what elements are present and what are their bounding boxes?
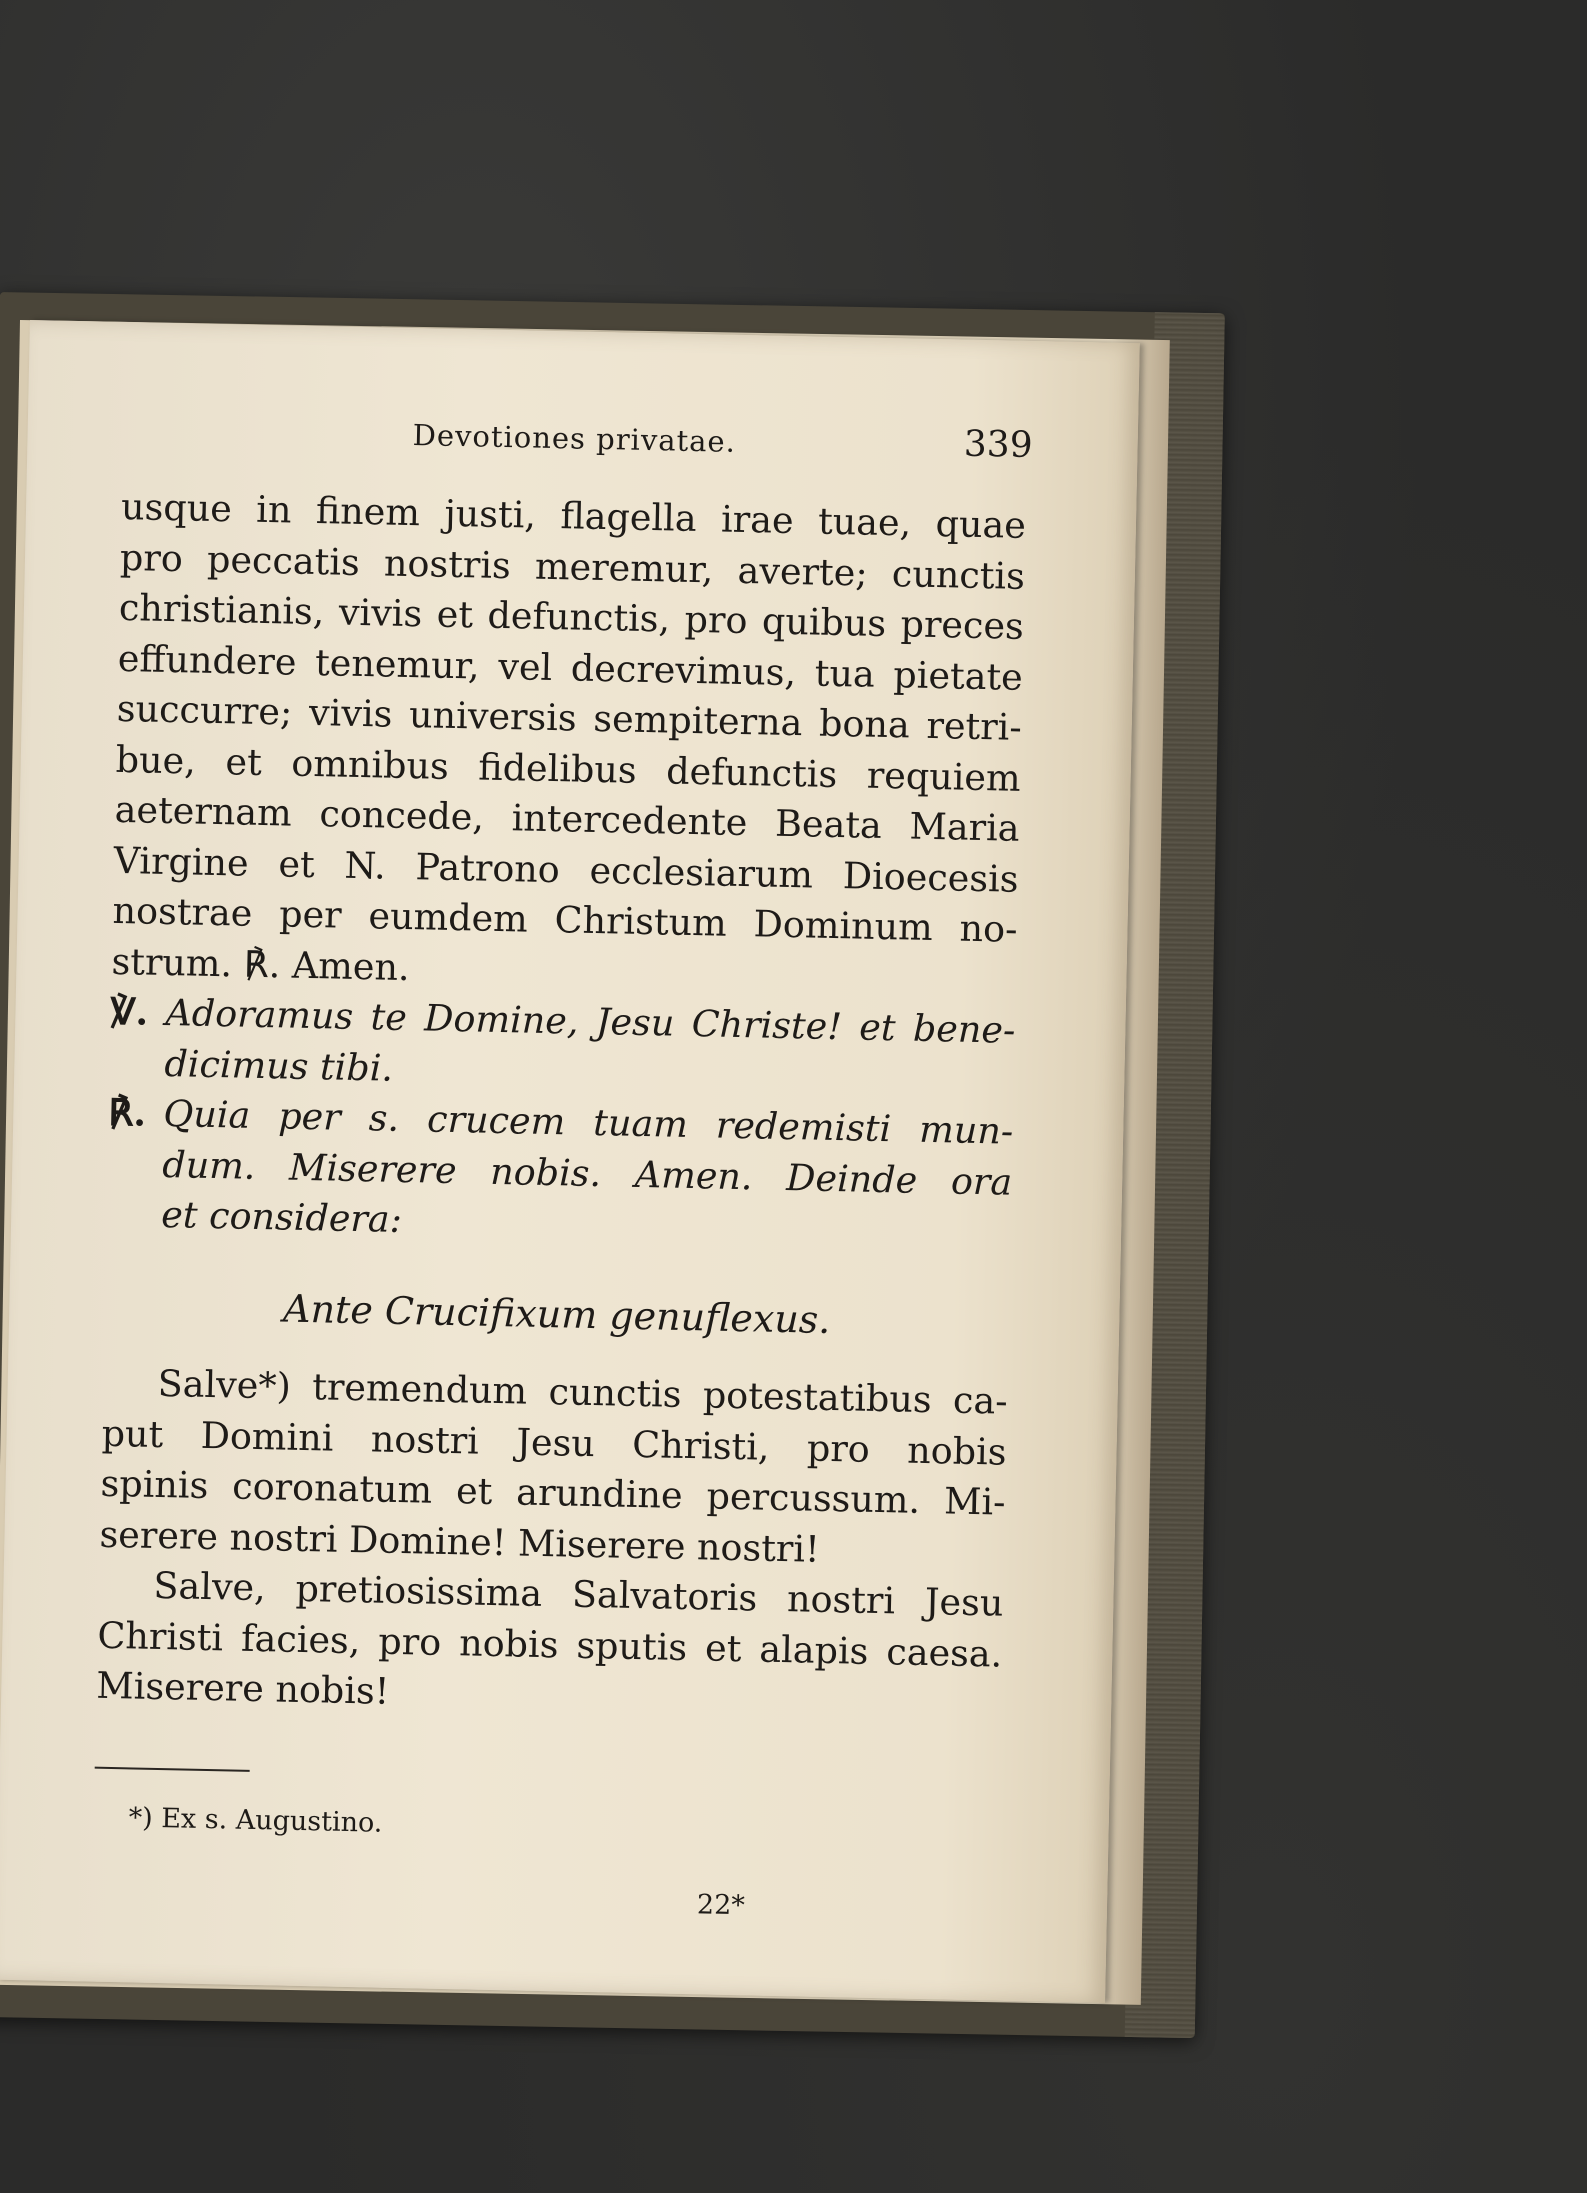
response-line: Quia per s. crucem tuam redemisti mun- (162, 1091, 1014, 1153)
response-line: dum. Miserere nobis. Amen. Deinde ora (161, 1142, 1013, 1204)
versicle-line: dicimus tibi. (164, 1041, 394, 1090)
page-number: 339 (963, 423, 1034, 467)
text-line: serere nostri Domine! Miserere nostri! (99, 1512, 821, 1571)
text-line: Salve, pretiosissima Salvatoris nostri Jesu (153, 1563, 1004, 1625)
versicle (109, 987, 1016, 1107)
text-line: pro peccatis nostris meremur, averte; cunctis (119, 535, 1026, 598)
text-line: Salve*) tremendum cunctis potestatibus ca- (157, 1361, 1009, 1423)
response (106, 1088, 1014, 1258)
amen: Amen. (291, 943, 411, 989)
text-line: bue, et omnibus fidelibus defunctis requiem (115, 737, 1022, 800)
text-line: Miserere nobis! (95, 1663, 390, 1713)
response-mark: ℟. (243, 942, 281, 986)
page-body (96, 482, 1027, 1730)
text-line: succurre; vivis universis sempiterna bona retri- (116, 686, 1023, 749)
text-line: Christi facies, pro nobis sputis et alapis caesa. (97, 1613, 1003, 1676)
paragraph-salve-caput (99, 1358, 1008, 1579)
versicle-mark: ℣. (110, 989, 149, 1034)
versicle-line: Adoramus te Domine, Jesu Christe! et bene- (165, 990, 1016, 1052)
text-line: nostrae per eumdem Christum Dominum no- (112, 888, 1018, 951)
signature-mark: 22* (696, 1889, 746, 1922)
text-line: effundere tenemur, vel decrevimus, tua pietate (117, 636, 1024, 699)
text-line: Virgine et N. Patrono ecclesiarum Dioecesis (113, 838, 1019, 901)
book-page (0, 320, 1140, 2003)
closing-word: strum. (111, 939, 233, 985)
page-header (412, 408, 1033, 491)
text-line: usque in finem justi, flagella irae tuae, quae (120, 484, 1027, 547)
opening-paragraph (111, 482, 1026, 1006)
section-heading: Ante Crucifixum genuflexus. (282, 1286, 831, 1342)
text-line: aeternam concede, intercedente Beata Maria (114, 787, 1021, 850)
footnote: *) Ex s. Augustino. (128, 1802, 383, 1839)
footnote-rule (95, 1767, 250, 1772)
paragraph-salve-facies (96, 1560, 1004, 1730)
text-line: spinis coronatum et arundine percussum. Mi- (100, 1461, 1006, 1524)
text-line: christianis, vivis et defunctis, pro quibus preces (118, 585, 1025, 648)
running-head: Devotiones privatae. (412, 418, 737, 459)
response-mark: ℟. (107, 1090, 147, 1135)
response-line: et considera: (160, 1192, 403, 1241)
text-line: put Domini nostri Jesu Christi, pro nobis (101, 1411, 1007, 1474)
